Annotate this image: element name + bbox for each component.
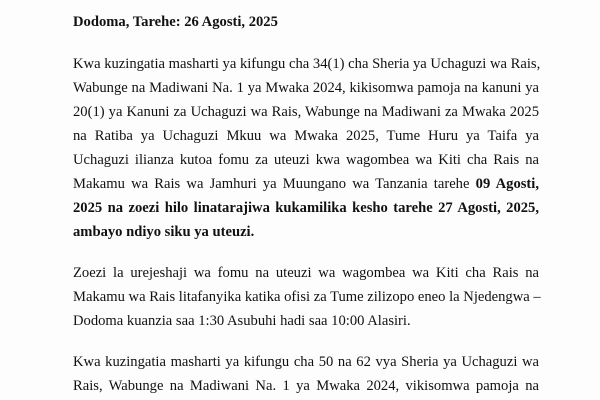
paragraph-1-bold-line: 2025 na zoezi hilo linatarajiwa kukamilika kesho tarehe 27 Agosti, 2025, [73, 200, 539, 216]
heading-date: 26 Agosti, 2025 [184, 14, 278, 30]
paragraph-1-bold-line: ambayo ndiyo siku ya uteuzi. [73, 224, 255, 240]
paragraph-3-line: Kwa kuzingatia masharti ya kifungu cha 50 na 62 vya Sheria ya Uchaguzi wa [73, 354, 539, 370]
document-heading [73, 14, 278, 31]
paragraph-1-bold-date: 09 Agosti, [475, 176, 539, 192]
paragraph-1-line: Kwa kuzingatia masharti ya kifungu cha 34(1) cha Sheria ya Uchaguzi wa Rais, [73, 56, 541, 72]
paragraph-2-line: Zoezi la urejeshaji wa fomu na uteuzi wa wagombea wa Kiti cha Rais na [73, 265, 539, 281]
paragraph-1-line: na Ratiba ya Uchaguzi Mkuu wa Mwaka 2025, Tume Huru ya Taifa ya [73, 128, 539, 144]
paragraph-1-line: Uchaguzi ilianza kutoa fomu za uteuzi kwa wagombea wa Kiti cha Rais na [73, 152, 539, 168]
heading-place: Dodoma, [73, 14, 130, 30]
paragraph-1-line [73, 176, 539, 193]
paragraph-1-line: Wabunge na Madiwani Na. 1 ya Mwaka 2024, kikisomwa pamoja na kanuni ya [73, 80, 539, 96]
paragraph-2-line: Dodoma kuanzia saa 1:30 Asubuhi hadi saa 10:00 Alasiri. [73, 313, 411, 329]
paragraph-3-line: Rais, Wabunge na Madiwani Na. 1 ya Mwaka 2024, vikisomwa pamoja na [73, 378, 539, 394]
paragraph-2-line: Makamu wa Rais litafanyika katika ofisi za Tume zilizopo eneo la Njedengwa – [73, 289, 541, 305]
paragraph-1-line: 20(1) ya Kanuni za Uchaguzi wa Rais, Wabunge na Madiwani za Mwaka 2025 [73, 104, 539, 120]
paragraph-1-line-text: Makamu wa Rais wa Jamhuri ya Muungano wa Tanzania tarehe [73, 176, 476, 192]
heading-date-label: Tarehe: [132, 14, 181, 30]
